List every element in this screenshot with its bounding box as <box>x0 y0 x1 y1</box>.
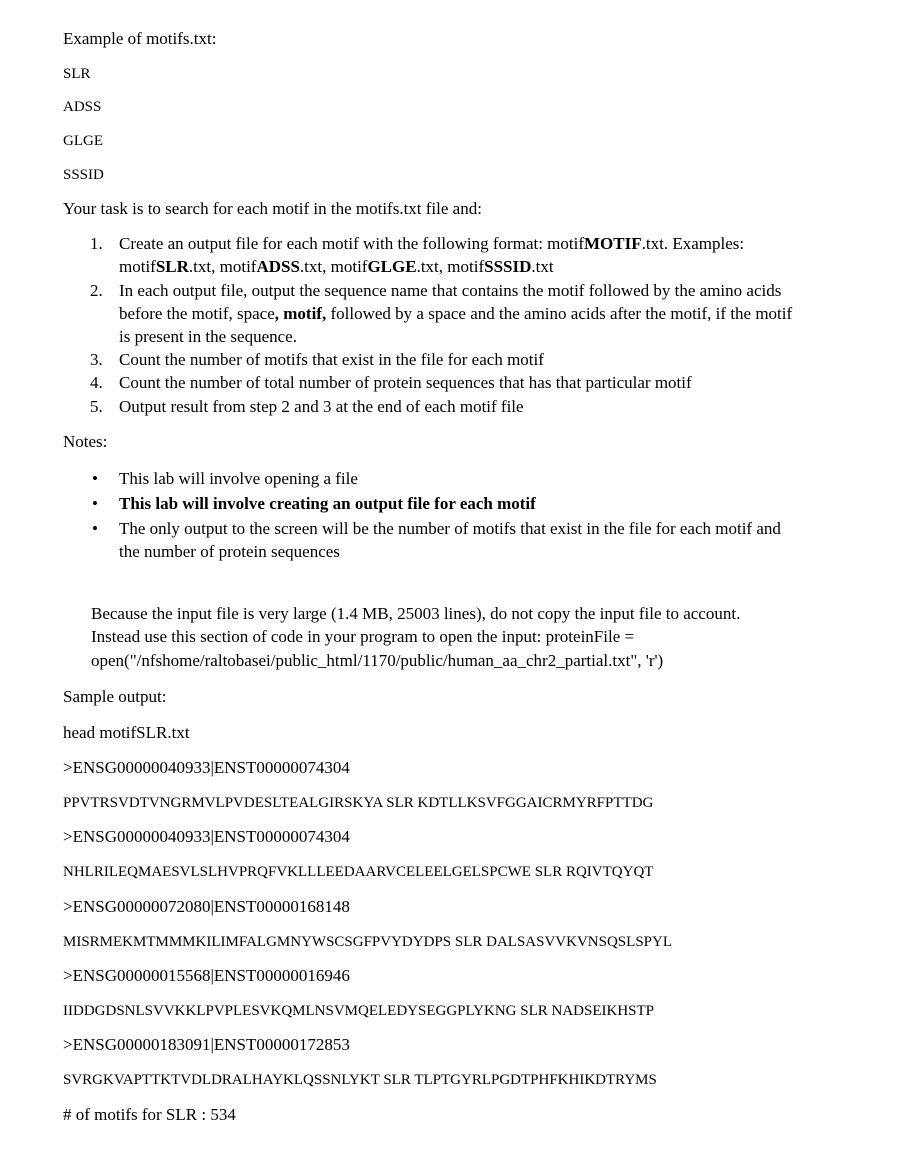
sample-output-heading: Sample output: <box>63 687 167 706</box>
bullet-icon: • <box>92 494 98 513</box>
input-note-line: Instead use this section of code in your program to open the input: proteinFile = <box>91 627 635 646</box>
step-bold-text: MOTIF <box>584 234 642 253</box>
list-number: 1. <box>90 234 103 253</box>
note-item-continued: the number of protein sequences <box>119 542 340 561</box>
step-bold-text: SLR <box>155 257 189 276</box>
step-text: .txt. Examples: <box>641 234 745 253</box>
bullet-icon: • <box>92 469 98 488</box>
step-bold-text: SSSID <box>484 257 532 276</box>
step-text: followed by a space and the amino acids after the motif, if the motif <box>326 304 793 323</box>
step-2-line-3: is present in the sequence. <box>119 327 297 346</box>
step-bold-text: ADSS <box>256 257 300 276</box>
step-text: .txt <box>531 257 554 276</box>
sample-command: head motifSLR.txt <box>63 723 190 742</box>
motif-line: GLGE <box>63 133 103 149</box>
step-text: motif <box>119 257 156 276</box>
step-text: .txt, motif <box>299 257 368 276</box>
note-item: This lab will involve opening a file <box>119 469 358 488</box>
task-intro: Your task is to search for each motif in the motifs.txt file and: <box>63 199 482 218</box>
list-number: 5. <box>90 397 103 416</box>
note-item: The only output to the screen will be the number of motifs that exist in the file for each motif and <box>119 519 781 538</box>
motifs-example-heading: Example of motifs.txt: <box>63 29 217 48</box>
sequence-header: >ENSG00000183091|ENST00000172853 <box>63 1035 350 1054</box>
step-bold-text: , motif, <box>274 304 327 323</box>
list-number: 2. <box>90 281 103 300</box>
sequence-header: >ENSG00000072080|ENST00000168148 <box>63 897 350 916</box>
motif-line: SSSID <box>63 167 104 183</box>
step-text: .txt, motif <box>188 257 257 276</box>
note-item-bold: This lab will involve creating an output file for each motif <box>119 494 536 513</box>
sequence-line: NHLRILEQMAESVLSLHVPRQFVKLLLEEDAARVCELEELGELSPCWE SLR RQIVTQYQT <box>63 864 654 880</box>
list-number: 4. <box>90 373 103 392</box>
input-note-line: Because the input file is very large (1.4 MB, 25003 lines), do not copy the input file to account. <box>91 604 741 623</box>
step-2-line-1: In each output file, output the sequence name that contains the motif followed by the amino acids <box>119 281 782 300</box>
sequence-line: IIDDGDSNLSVVKKLPVPLESVKQMLNSVMQELEDYSEGGPLYKNG SLR NADSEIKHSTP <box>63 1003 655 1019</box>
step-bold-text: GLGE <box>367 257 417 276</box>
step-text: .txt, motif <box>416 257 485 276</box>
step-1-line-2 <box>119 256 554 278</box>
bullet-icon: • <box>92 519 98 538</box>
input-note-code: open("/nfshome/raltobasei/public_html/1170/public/human_aa_chr2_partial.txt", 'r') <box>91 651 664 670</box>
step-2-line-2 <box>119 303 792 325</box>
sequence-header: >ENSG00000040933|ENST00000074304 <box>63 827 350 846</box>
sequence-line: PPVTRSVDTVNGRMVLPVDESLTEALGIRSKYA SLR KDTLLKSVFGGAICRMYRFPTTDG <box>63 795 654 811</box>
list-number: 3. <box>90 350 103 369</box>
step-5: Output result from step 2 and 3 at the end of each motif file <box>119 397 524 416</box>
sequence-line: SVRGKVAPTTKTVDLDRALHAYKLQSSNLYKT SLR TLPTGYRLPGDTPHFKHIKDTRYMS <box>63 1072 657 1088</box>
step-1-line-1 <box>119 233 744 255</box>
sequence-line: MISRMEKMTMMMKILIMFALGMNYWSCSGFPVYDYDPS SLR DALSASVVKVNSQSLSPYL <box>63 934 672 950</box>
step-text: Create an output file for each motif with the following format: motif <box>119 234 585 253</box>
motif-count-summary: # of motifs for SLR : 534 <box>63 1105 236 1124</box>
step-4: Count the number of total number of protein sequences that has that particular motif <box>119 373 692 392</box>
step-3: Count the number of motifs that exist in the file for each motif <box>119 350 544 369</box>
step-text: before the motif, space <box>119 304 275 323</box>
sequence-header: >ENSG00000040933|ENST00000074304 <box>63 758 350 777</box>
motif-line: SLR <box>63 66 91 82</box>
sequence-header: >ENSG00000015568|ENST00000016946 <box>63 966 350 985</box>
motif-line: ADSS <box>63 99 102 115</box>
notes-heading: Notes: <box>63 432 108 451</box>
